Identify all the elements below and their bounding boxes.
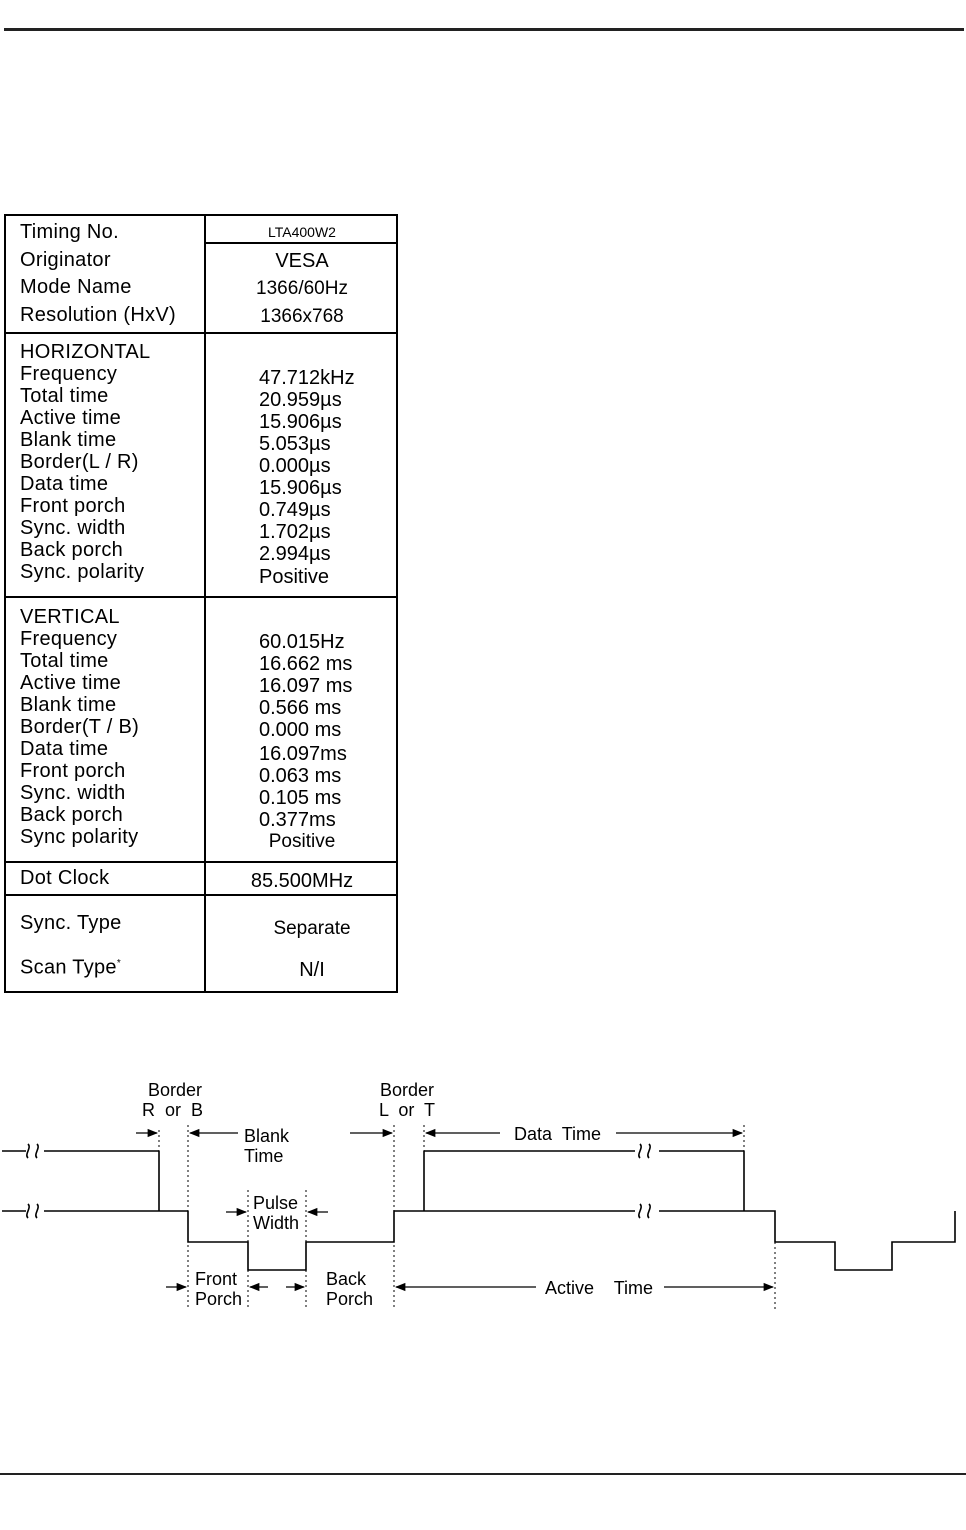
active-time-label: Active Time (545, 1278, 654, 1298)
resolution-label: Resolution (HxV) (20, 304, 176, 326)
resolution-value: 1366x768 (260, 306, 344, 327)
v-row-label: Total time (20, 650, 109, 672)
h-row-value: 47.712kHz (259, 367, 355, 389)
timing-no-value: LTA400W2 (268, 224, 336, 240)
v-row-value: 0.377ms (259, 809, 336, 831)
v-row-label: Sync polarity (20, 826, 139, 848)
data-time-label: Data Time (514, 1124, 602, 1144)
blank-time-label-1: Blank (244, 1126, 290, 1146)
h-row-label: Blank time (20, 429, 117, 451)
pulse-width-label-1: Pulse (253, 1193, 299, 1213)
v-row-value: 0.566 ms (259, 697, 342, 719)
h-row-label: Data time (20, 473, 109, 495)
h-row-value: 15.906µs (259, 411, 342, 433)
v-row-value: 16.662 ms (259, 653, 353, 675)
v-row-label: Frequency (20, 628, 118, 650)
v-row-value: 0.000 ms (259, 719, 342, 741)
border-lt-label-1: Border (380, 1080, 435, 1100)
front-porch-label-2: Porch (195, 1289, 243, 1309)
table-divider (6, 861, 396, 863)
dot-clock-label: Dot Clock (20, 867, 110, 889)
v-row-label: Front porch (20, 760, 126, 782)
v-row-value: 0.105 ms (259, 787, 342, 809)
v-row-label: Border(T / B) (20, 716, 140, 738)
v-row-label: Active time (20, 672, 122, 694)
h-row-value: 0.749µs (259, 499, 331, 521)
v-row-label: Back porch (20, 804, 124, 826)
v-row-value: 16.097 ms (259, 675, 353, 697)
border-rb-label-1: Border (148, 1080, 203, 1100)
top-rule (4, 28, 964, 31)
table-divider (6, 596, 396, 598)
timing-diagram (0, 1070, 966, 1320)
originator-label: Originator (20, 249, 111, 271)
h-row-label: Front porch (20, 495, 126, 517)
horizontal-title: HORIZONTAL (20, 341, 151, 363)
h-row-value: 0.000µs (259, 455, 331, 477)
h-row-label: Border(L / R) (20, 451, 139, 473)
front-porch-label-1: Front (195, 1269, 238, 1289)
h-row-value: Positive (259, 566, 330, 588)
timing-table (4, 214, 398, 993)
pulse-width-label-2: Width (253, 1213, 300, 1233)
table-divider (6, 894, 396, 896)
v-row-label: Blank time (20, 694, 117, 716)
v-row-value: 0.063 ms (259, 765, 342, 787)
h-row-label: Sync. width (20, 517, 126, 539)
v-row-value: Positive (268, 831, 336, 852)
mode-name-value: 1366/60Hz (256, 278, 348, 299)
h-row-value: 1.702µs (259, 521, 331, 543)
back-porch-label-2: Porch (326, 1289, 374, 1309)
v-row-value: 16.097ms (259, 743, 347, 765)
bottom-rule (0, 1473, 966, 1475)
h-row-value: 20.959µs (259, 389, 342, 411)
table-divider (6, 332, 396, 334)
scan-type-text: Scan Type (20, 956, 117, 979)
scan-type-value: N/I (299, 959, 325, 981)
sync-type-value: Separate (273, 918, 351, 939)
h-row-value: 2.994µs (259, 543, 331, 565)
mode-name-label: Mode Name (20, 276, 132, 298)
data-signal-waveform (2, 1144, 744, 1211)
vertical-title: VERTICAL (20, 606, 120, 628)
border-lt-label-2: L or T (379, 1100, 436, 1120)
h-row-label: Sync. polarity (20, 561, 145, 583)
sync-type-label: Sync. Type (20, 912, 122, 934)
scan-type-note-mark: * (116, 958, 122, 969)
v-row-value: 60.015Hz (259, 631, 345, 653)
back-porch-label-1: Back (326, 1269, 367, 1289)
h-row-label: Back porch (20, 539, 124, 561)
timing-no-label: Timing No. (20, 221, 119, 243)
v-row-label: Data time (20, 738, 109, 760)
h-row-value: 5.053µs (259, 433, 331, 455)
h-row-value: 15.906µs (259, 477, 342, 499)
scan-type-label (20, 953, 121, 979)
border-rb-label-2: R or B (142, 1100, 204, 1120)
dot-clock-value: 85.500MHz (250, 870, 354, 892)
dimension-arrows (136, 1133, 773, 1287)
h-row-label: Total time (20, 385, 109, 407)
sync-signal-waveform (2, 1204, 955, 1270)
v-row-label: Sync. width (20, 782, 126, 804)
h-row-label: Active time (20, 407, 122, 429)
blank-time-label-2: Time (244, 1146, 284, 1166)
originator-value: VESA (275, 250, 329, 272)
h-row-label: Frequency (20, 363, 118, 385)
